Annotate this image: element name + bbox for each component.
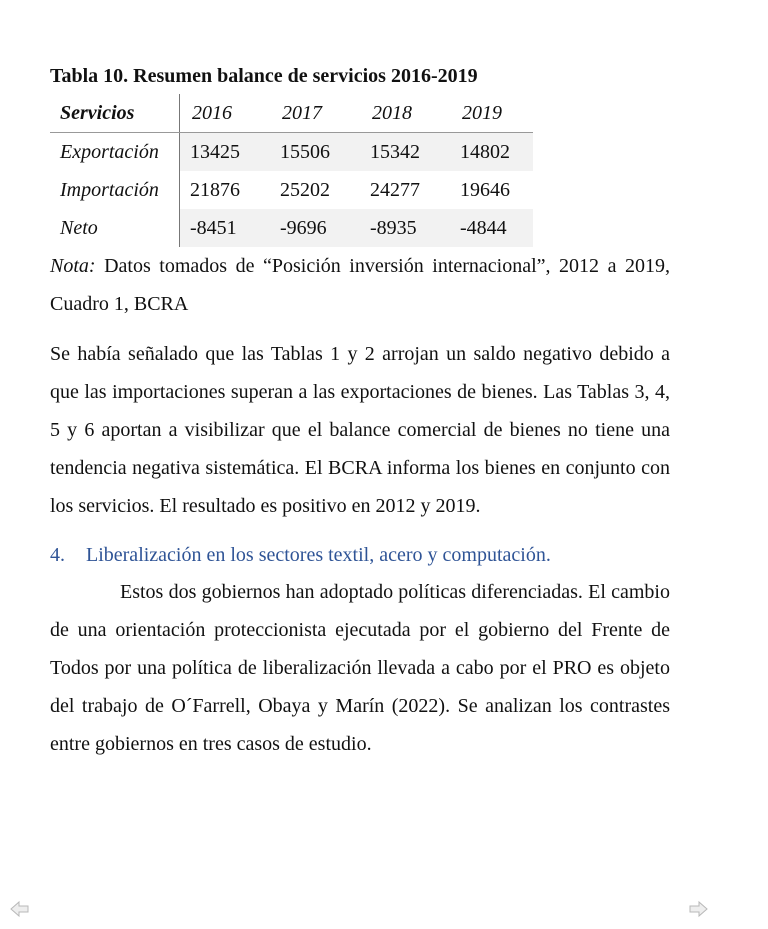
note-label: Nota: xyxy=(50,255,96,277)
note-text: Datos tomados de “Posición inversión internacional”, 2012 a 2019, Cuadro 1, BCRA xyxy=(50,255,670,315)
row-label: Importación xyxy=(50,171,180,209)
table-cell: 15506 xyxy=(270,133,360,172)
services-table xyxy=(50,94,533,247)
document-page xyxy=(50,62,670,775)
table-cell: 21876 xyxy=(190,178,240,201)
section-heading xyxy=(50,537,670,573)
table-cell: 24277 xyxy=(370,178,420,201)
table-cell: -8935 xyxy=(360,209,450,247)
row-label: Exportación xyxy=(50,133,180,172)
table-note xyxy=(50,247,670,323)
table-cell: 25202 xyxy=(280,178,330,201)
row-label: Neto xyxy=(50,209,180,247)
table-title: Tabla 10. Resumen balance de servicios 2016-2019 xyxy=(50,65,478,87)
table-cell: 19646 xyxy=(460,178,510,201)
table-header-row xyxy=(50,94,533,133)
body-paragraph: Se había señalado que las Tablas 1 y 2 arrojan un saldo negativo debido a que las importaciones superan a las exportaciones de bienes. Las Tablas 3, 4, 5 y 6 aportan a visibilizar que el balance comercial de bienes no tiene una tendencia negativa sistemática. El BCRA informa los bienes en conjunto con los servicios. El resultado es positivo en 2012 y 2019. xyxy=(50,343,670,517)
table-header-cell: Servicios xyxy=(50,94,180,133)
table-cell: 14802 xyxy=(450,133,533,172)
table-row xyxy=(50,133,533,172)
table-row xyxy=(50,171,533,209)
table-cell: -8451 xyxy=(180,209,271,247)
body-paragraph: Estos dos gobiernos han adoptado políticas diferenciadas. El cambio de una orientación proteccionista ejecutada por el gobierno del Frente de Todos por una política de liberalización llevada a cabo por el PRO es objeto del trabajo de O´Farrell, Obaya y Marín (2022). Se analizan los contrastes entre gobiernos en tres casos de estudio. xyxy=(50,581,670,755)
table-header-cell: 2017 xyxy=(270,94,360,133)
table-header-cell: 2019 xyxy=(450,94,533,133)
table-row xyxy=(50,209,533,247)
table-cell: 15342 xyxy=(360,133,450,172)
arrow-right-icon[interactable] xyxy=(688,900,708,918)
table-cell: -9696 xyxy=(270,209,360,247)
table-cell: -4844 xyxy=(450,209,533,247)
table-header-cell: 2018 xyxy=(360,94,450,133)
table-header-cell: 2016 xyxy=(180,94,271,133)
arrow-left-icon[interactable] xyxy=(10,900,30,918)
section-title: Liberalización en los sectores textil, acero y computación. xyxy=(86,544,551,566)
section-number: 4. xyxy=(50,544,65,566)
table-cell: 13425 xyxy=(180,133,271,172)
